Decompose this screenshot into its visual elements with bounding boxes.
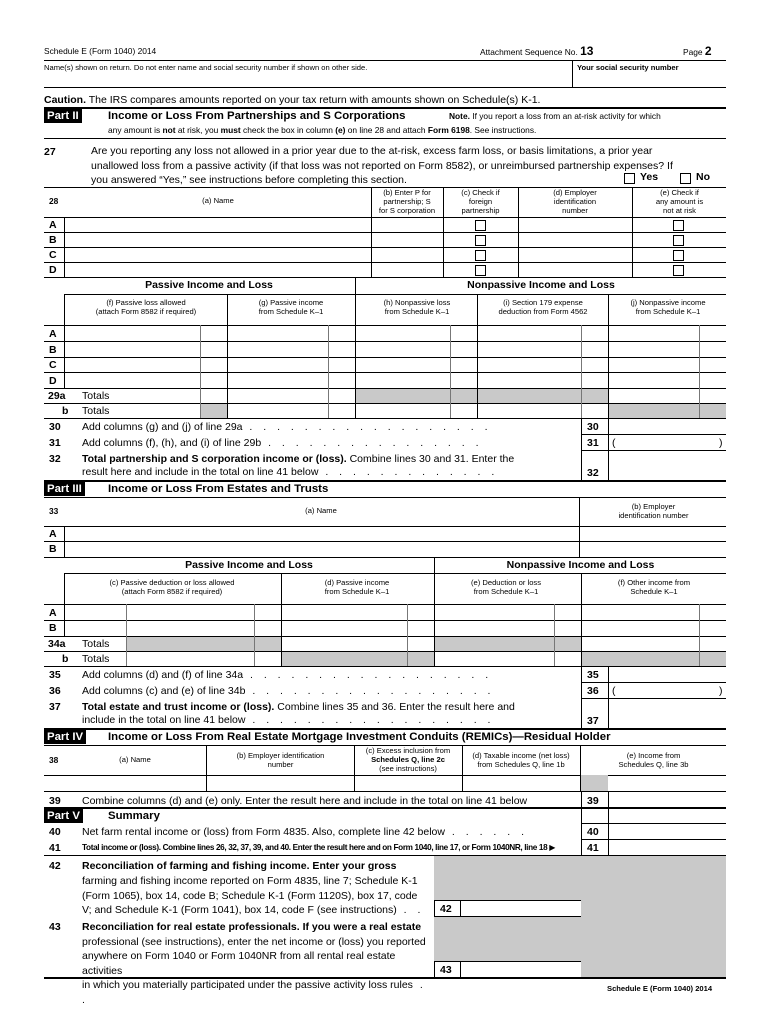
line36-box-num: 36 bbox=[587, 685, 599, 697]
line40-num: 40 bbox=[49, 826, 61, 838]
line30-num: 30 bbox=[49, 421, 61, 433]
col-f-header: (f) Passive loss allowed (attach Form 8582 if required) bbox=[95, 298, 197, 316]
line41-amount[interactable] bbox=[610, 841, 724, 854]
part2-note-1: Note. If you report a loss from an at-risk activity for which bbox=[449, 111, 661, 121]
line31-paren-close: ) bbox=[719, 437, 723, 449]
line28-col-b: (b) Enter P for partnership; S for S corporation bbox=[378, 188, 436, 215]
line37-num: 37 bbox=[49, 701, 61, 713]
line36-num: 36 bbox=[49, 685, 61, 697]
line42-amount[interactable] bbox=[462, 901, 579, 915]
passive-header: Passive Income and Loss bbox=[145, 279, 273, 291]
line37-box-num: 37 bbox=[587, 715, 599, 727]
line33-num: 33 bbox=[49, 506, 59, 516]
line38-col-e: (e) Income from Schedules Q, line 3b bbox=[618, 751, 689, 769]
line30-amount[interactable] bbox=[610, 420, 724, 433]
footer-form-name: Schedule E (Form 1040) 2014 bbox=[607, 984, 713, 993]
ssn-label: Your social security number bbox=[577, 63, 679, 72]
line35-amount[interactable] bbox=[610, 668, 724, 681]
line27-no-label: No bbox=[696, 171, 710, 183]
at-risk-checkbox-D[interactable] bbox=[673, 265, 684, 276]
line41-text: Total income or (loss). Combine lines 26, 32, 37, 39, and 40. Enter the result here and on Form 1040, line 17, or Form 1040NR, line 18 ▶ bbox=[82, 843, 556, 852]
line36-amount[interactable] bbox=[620, 684, 716, 697]
line38-col-c: (c) Excess inclusion from Schedules Q, line 2c (see instructions) bbox=[365, 746, 451, 773]
line27-num: 27 bbox=[44, 146, 56, 158]
row-A: A bbox=[49, 219, 57, 231]
line39-box-num: 39 bbox=[587, 795, 599, 807]
line30-box-num: 30 bbox=[587, 421, 599, 433]
line31-amount[interactable] bbox=[620, 436, 716, 449]
line35-box-num: 35 bbox=[587, 669, 599, 681]
line31-box-num: 31 bbox=[587, 437, 599, 449]
line29a-num: 29a bbox=[48, 390, 66, 402]
col3-e-header: (e) Deduction or loss from Schedule K–1 bbox=[470, 578, 542, 596]
line43-amount[interactable] bbox=[462, 962, 579, 976]
line40-amount[interactable] bbox=[610, 825, 724, 838]
at-risk-checkbox-C[interactable] bbox=[673, 250, 684, 261]
line33-col-a: (a) Name bbox=[305, 506, 337, 515]
foreign-checkbox-B[interactable] bbox=[475, 235, 486, 246]
right-triangle-icon: ▶ bbox=[549, 843, 556, 852]
line39-num: 39 bbox=[49, 795, 61, 807]
row3-B: B bbox=[49, 543, 57, 555]
part2-title: Income or Loss From Partnerships and S Corporations bbox=[108, 110, 406, 122]
line37-text: Total estate and trust income or (loss). Combine lines 35 and 36. Enter the result here and include in the total on line 41 below . . . . . . . . . . . . . . . . . . bbox=[82, 701, 515, 726]
row-C: C bbox=[49, 249, 57, 261]
line27-no-checkbox[interactable] bbox=[680, 173, 691, 184]
line41-box-num: 41 bbox=[587, 842, 599, 854]
line32-num: 32 bbox=[49, 453, 61, 465]
row-A-2: A bbox=[49, 328, 57, 340]
line34a-label: Totals bbox=[82, 638, 110, 650]
at-risk-checkbox-B[interactable] bbox=[673, 235, 684, 246]
col3-f-header: (f) Other income from Schedule K–1 bbox=[617, 578, 691, 596]
row3-A-2: A bbox=[49, 607, 57, 619]
line34a-num: 34a bbox=[48, 638, 66, 650]
line28-num: 28 bbox=[49, 196, 59, 206]
at-risk-checkbox-A[interactable] bbox=[673, 220, 684, 231]
line28-col-d: (d) Employer identification number bbox=[553, 188, 597, 215]
line42-text: Reconciliation of farming and fishing income. Enter your gross farming and fishing income reported on Form 4835, line 7; Schedule K-1 (Form 1065), box 14, code B; Schedule K-1 (Form 1120S), box 17, code V; and Schedule K-1 (Form 1041), box 14, code F (see instructions) . . bbox=[82, 860, 425, 917]
page-number: Page 2 bbox=[683, 44, 712, 58]
part3-title: Income or Loss From Estates and Trusts bbox=[108, 483, 329, 495]
row-C-2: C bbox=[49, 359, 57, 371]
line32-text: Total partnership and S corporation income or (loss). Combine lines 30 and 31. Enter the result here and include in the total on line 41 below . . . . . . . . . . . . . bbox=[82, 453, 515, 478]
line38-num: 38 bbox=[49, 755, 59, 765]
names-label: Name(s) shown on return. Do not enter name and social security number if shown on other side. bbox=[44, 63, 368, 72]
line43-num: 43 bbox=[49, 921, 61, 933]
col-i-header: (i) Section 179 expense deduction from Form 4562 bbox=[498, 298, 588, 316]
col3-c-header: (c) Passive deduction or loss allowed (attach Form 8582 if required) bbox=[109, 578, 235, 596]
line36-paren-close: ) bbox=[719, 685, 723, 697]
line33-col-b: (b) Employer identification number bbox=[618, 502, 689, 520]
names-field[interactable] bbox=[44, 72, 570, 86]
line40-text: Net farm rental income or (loss) from Form 4835. Also, complete line 42 below . . . . . . bbox=[82, 826, 528, 838]
line38-col-d: (d) Taxable income (net loss) from Schedules Q, line 1b bbox=[472, 751, 570, 769]
row3-B-2: B bbox=[49, 622, 57, 634]
line42-box-num: 42 bbox=[440, 903, 452, 915]
line28-col-e: (e) Check if any amount is not at risk bbox=[655, 188, 704, 215]
attachment-label: Attachment Sequence No. 13 bbox=[480, 44, 594, 58]
line28-col-c: (c) Check if foreign partnership bbox=[461, 188, 500, 215]
line34b-num: b bbox=[62, 653, 69, 665]
part2-note-2: any amount is not at risk, you must check the box in column (e) on line 28 and attach Form 6198. See instructions. bbox=[108, 125, 537, 135]
line34b-label: Totals bbox=[82, 653, 110, 665]
nonpassive-header: Nonpassive Income and Loss bbox=[467, 279, 615, 291]
row-B-2: B bbox=[49, 344, 57, 356]
line29b-label: Totals bbox=[82, 405, 110, 417]
col-h-header: (h) Nonpassive loss from Schedule K–1 bbox=[383, 298, 451, 316]
line38-col-b: (b) Employer identification number bbox=[236, 751, 325, 769]
part2-tag: Part II bbox=[44, 109, 82, 123]
row-D-2: D bbox=[49, 375, 57, 387]
line36-paren-open: ( bbox=[612, 685, 616, 697]
line32-amount[interactable] bbox=[610, 465, 724, 479]
col3-d-header: (d) Passive income from Schedule K–1 bbox=[324, 578, 390, 596]
header-form-name: Schedule E (Form 1040) 2014 bbox=[44, 46, 157, 56]
row-B: B bbox=[49, 234, 57, 246]
part3-passive-header: Passive Income and Loss bbox=[185, 559, 313, 571]
line31-text: Add columns (f), (h), and (i) of line 29b . . . . . . . . . . . . . . . . bbox=[82, 437, 483, 449]
foreign-checkbox-C[interactable] bbox=[475, 250, 486, 261]
line32-box-num: 32 bbox=[587, 467, 599, 479]
line27-text: Are you reporting any loss not allowed in a prior year due to the at-risk, excess farm loss, or basis limitations, a prior year unallowed loss from a passive activity (if that loss was not reported on Form 8582), or unreimbursed partnership expenses? If you answered “Yes,” see instructions before completing this section. bbox=[91, 145, 673, 186]
col-j-header: (j) Nonpassive income from Schedule K–1 bbox=[630, 298, 706, 316]
col-g-header: (g) Passive income from Schedule K–1 bbox=[258, 298, 324, 316]
foreign-checkbox-A[interactable] bbox=[475, 220, 486, 231]
row3-A: A bbox=[49, 528, 57, 540]
ssn-field[interactable] bbox=[575, 72, 725, 86]
line43-text: Reconciliation for real estate professionals. If you were a real estate professional (see instructions), enter the net income or (loss) you reported anywhere on Form 1040 or Form 1040NR from all rental real estate activities in which you materially participated under the passive activity loss rules . . bbox=[82, 921, 427, 1006]
part3-tag: Part III bbox=[44, 482, 85, 496]
part5-tag: Part V bbox=[44, 809, 83, 823]
part3-nonpassive-header: Nonpassive Income and Loss bbox=[506, 559, 655, 571]
line39-text: Combine columns (d) and (e) only. Enter the result here and include in the total on line 41 below bbox=[82, 795, 528, 807]
line35-text: Add columns (d) and (f) of line 34a . . . . . . . . . . . . . . . . . . bbox=[82, 669, 493, 681]
line31-paren-open: ( bbox=[612, 437, 616, 449]
line37-amount[interactable] bbox=[610, 713, 724, 727]
line27-yes-label: Yes bbox=[640, 171, 659, 183]
line29b-num: b bbox=[62, 405, 69, 417]
line40-box-num: 40 bbox=[587, 826, 599, 838]
line28-col-a: (a) Name bbox=[202, 196, 234, 205]
line38-name-field[interactable] bbox=[64, 776, 204, 790]
part4-tag: Part IV bbox=[44, 730, 86, 744]
line31-num: 31 bbox=[49, 437, 61, 449]
line39-amount[interactable] bbox=[610, 793, 724, 806]
row-D: D bbox=[49, 264, 57, 276]
line41-num: 41 bbox=[49, 842, 61, 854]
line29a-label: Totals bbox=[82, 390, 110, 402]
line35-num: 35 bbox=[49, 669, 61, 681]
caution-line: Caution. The IRS compares amounts reported on your tax return with amounts shown on Schedule(s) K-1. bbox=[44, 94, 541, 106]
line27-yes-checkbox[interactable] bbox=[624, 173, 635, 184]
line30-text: Add columns (g) and (j) of line 29a . . . . . . . . . . . . . . . . . . bbox=[82, 421, 492, 433]
foreign-checkbox-D[interactable] bbox=[475, 265, 486, 276]
line42-num: 42 bbox=[49, 860, 61, 872]
line43-box-num: 43 bbox=[440, 964, 452, 976]
line36-text: Add columns (c) and (e) of line 34b . . . . . . . . . . . . . . . . . . bbox=[82, 685, 495, 697]
part4-title: Income or Loss From Real Estate Mortgage Investment Conduits (REMICs)—Residual Holder bbox=[108, 731, 611, 743]
part5-title: Summary bbox=[108, 810, 160, 822]
line38-col-a: (a) Name bbox=[119, 755, 151, 764]
